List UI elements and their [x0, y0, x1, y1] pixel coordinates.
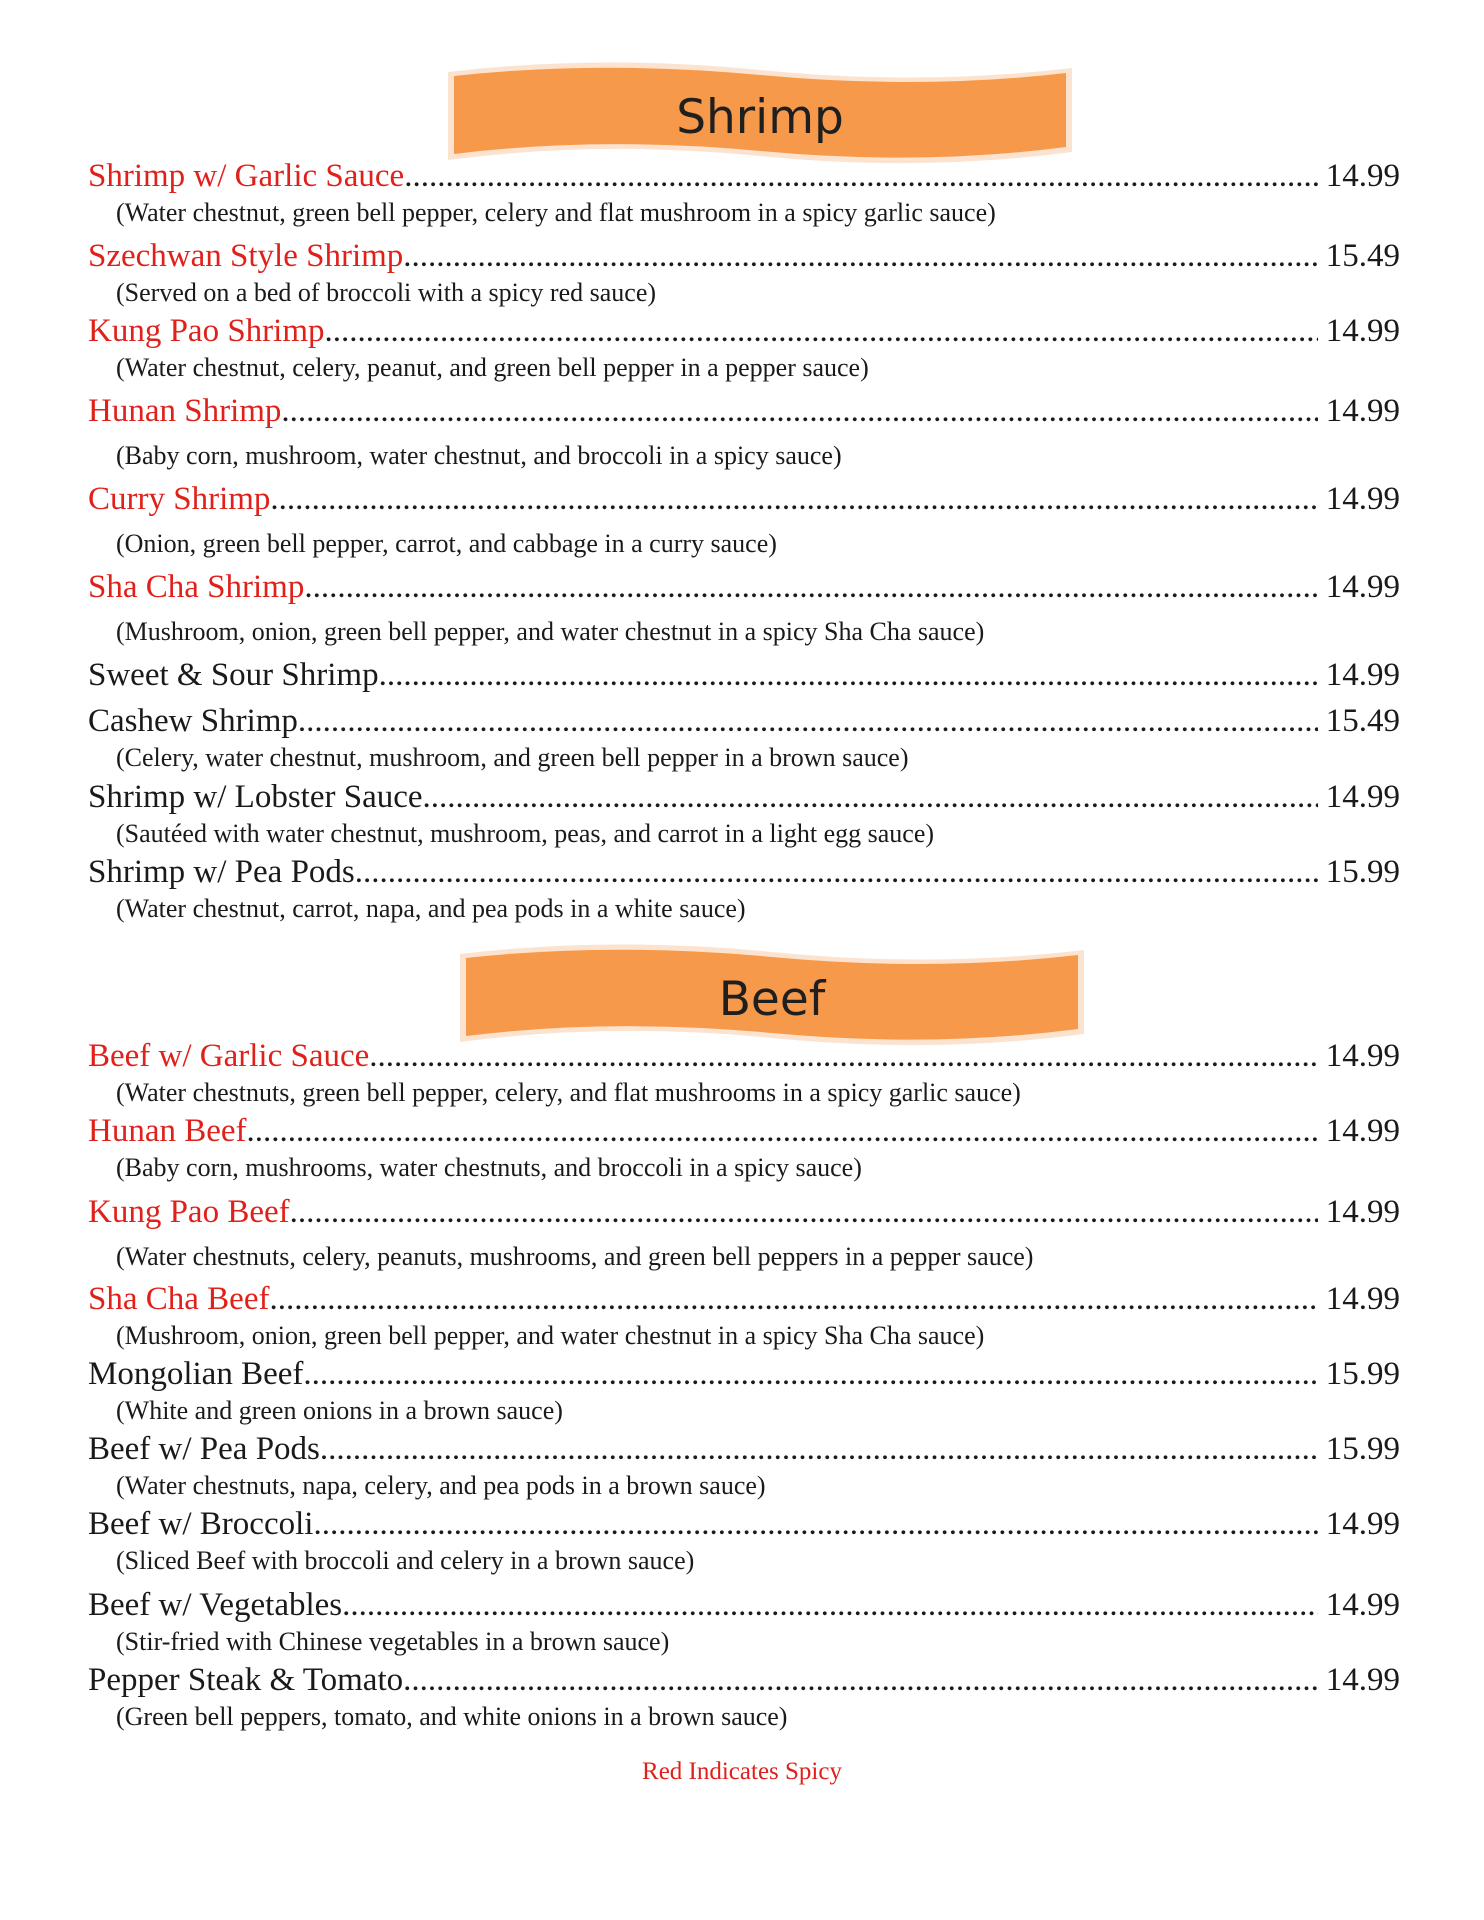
item-price: 15.99: [1325, 1356, 1400, 1392]
item-description: (Stir-fried with Chinese vegetables in a brown sauce): [116, 1627, 670, 1656]
menu-item: [88, 156, 1400, 236]
section-title: Beef: [718, 971, 826, 1027]
item-name: Sweet & Sour Shrimp: [88, 657, 379, 693]
item-description: (Green bell peppers, tomato, and white onions in a brown sauce): [116, 1702, 788, 1731]
leader-dots: [303, 1354, 1317, 1394]
leader-dots: [298, 701, 1318, 741]
leader-dots: [403, 236, 1317, 276]
item-name: Kung Pao Beef: [88, 1194, 290, 1230]
leader-dots: [269, 1279, 1317, 1319]
item-name: Hunan Shrimp: [88, 393, 282, 429]
leader-dots: [355, 852, 1318, 892]
item-price: 14.99: [1325, 313, 1400, 349]
item-description: (Served on a bed of broccoli with a spicy red sauce): [116, 278, 657, 307]
leader-dots: [423, 777, 1318, 817]
item-price: 15.49: [1325, 238, 1400, 274]
leader-dots: [290, 1192, 1318, 1232]
leader-dots: [403, 1660, 1318, 1700]
menu-item: [88, 1354, 1400, 1429]
item-name: Szechwan Style Shrimp: [88, 238, 404, 274]
item-name: Shrimp w/ Lobster Sauce: [88, 779, 423, 815]
item-price: 14.99: [1325, 1506, 1400, 1542]
leader-dots: [281, 391, 1317, 431]
item-name: Beef w/ Garlic Sauce: [88, 1038, 370, 1074]
leader-dots: [247, 1111, 1318, 1151]
item-price: 15.99: [1325, 854, 1400, 890]
leader-dots: [270, 479, 1317, 519]
item-name: Cashew Shrimp: [88, 703, 298, 739]
item-name: Pepper Steak & Tomato: [88, 1662, 404, 1698]
menu-item: [88, 1585, 1400, 1660]
leader-dots: [369, 1036, 1317, 1076]
menu-item: [88, 1660, 1400, 1735]
item-price: 14.99: [1325, 1281, 1400, 1317]
item-price: 14.99: [1325, 481, 1400, 517]
item-price: 14.99: [1325, 1194, 1400, 1230]
item-name: Sha Cha Beef: [88, 1281, 270, 1317]
item-description: (Water chestnuts, napa, celery, and pea pods in a brown sauce): [116, 1471, 766, 1500]
item-description: (Water chestnuts, green bell pepper, celery, and flat mushrooms in a spicy garlic sauce): [116, 1078, 1021, 1107]
item-price: 14.99: [1325, 657, 1400, 693]
item-price: 14.99: [1325, 1113, 1400, 1149]
menu-item: [88, 479, 1400, 567]
menu-item: [88, 567, 1400, 655]
item-description: (Water chestnuts, celery, peanuts, mushrooms, and green bell peppers in a pepper sauce): [116, 1242, 1034, 1271]
item-price: 14.99: [1325, 779, 1400, 815]
item-name: Beef w/ Broccoli: [88, 1506, 314, 1542]
menu-item: [88, 1279, 1400, 1354]
item-name: Kung Pao Shrimp: [88, 313, 325, 349]
item-description: (Onion, green bell pepper, carrot, and cabbage in a curry sauce): [116, 529, 777, 558]
item-description: (White and green onions in a brown sauce): [116, 1396, 563, 1425]
leader-dots: [313, 1504, 1317, 1544]
item-description: (Sautéed with water chestnut, mushroom, peas, and carrot in a light egg sauce): [116, 819, 935, 848]
item-price: 14.99: [1325, 1662, 1400, 1698]
item-name: Curry Shrimp: [88, 481, 271, 517]
leader-dots: [379, 655, 1318, 695]
item-name: Shrimp w/ Pea Pods: [88, 854, 355, 890]
item-description: (Sliced Beef with broccoli and celery in a brown sauce): [116, 1546, 695, 1575]
item-price: 14.99: [1325, 158, 1400, 194]
menu-item: [88, 701, 1400, 777]
menu-item: [88, 1111, 1400, 1192]
item-name: Hunan Beef: [88, 1113, 247, 1149]
menu-item: [88, 655, 1400, 701]
item-description: (Water chestnut, celery, peanut, and green bell pepper in a pepper sauce): [116, 353, 869, 382]
menu-item: [88, 852, 1400, 927]
menu-item: [88, 391, 1400, 479]
item-price: 15.49: [1325, 703, 1400, 739]
item-price: 14.99: [1325, 393, 1400, 429]
leader-dots: [404, 156, 1318, 196]
item-description: (Water chestnut, carrot, napa, and pea pods in a white sauce): [116, 894, 746, 923]
item-name: Beef w/ Pea Pods: [88, 1431, 320, 1467]
item-name: Mongolian Beef: [88, 1356, 304, 1392]
item-price: 14.99: [1325, 1038, 1400, 1074]
item-price: 14.99: [1325, 1587, 1400, 1623]
section-banner-shrimp: [440, 60, 1080, 170]
item-price: 14.99: [1325, 569, 1400, 605]
menu-item: [88, 236, 1400, 311]
menu-item: [88, 1036, 1400, 1111]
section-shrimp: [88, 156, 1400, 927]
item-description: (Mushroom, onion, green bell pepper, and water chestnut in a spicy Sha Cha sauce): [116, 617, 985, 646]
item-name: Shrimp w/ Garlic Sauce: [88, 158, 405, 194]
menu-item: [88, 1192, 1400, 1279]
menu-item: [88, 1504, 1400, 1585]
menu-item: [88, 311, 1400, 391]
item-description: (Celery, water chestnut, mushroom, and green bell pepper in a brown sauce): [116, 743, 909, 772]
section-beef: [88, 1036, 1400, 1735]
item-description: (Mushroom, onion, green bell pepper, and water chestnut in a spicy Sha Cha sauce): [116, 1321, 985, 1350]
item-name: Sha Cha Shrimp: [88, 569, 305, 605]
item-price: 15.99: [1325, 1431, 1400, 1467]
menu-item: [88, 777, 1400, 852]
item-description: (Baby corn, mushrooms, water chestnuts, and broccoli in a spicy sauce): [116, 1153, 862, 1182]
section-title: Shrimp: [676, 89, 844, 145]
spicy-legend-note: Red Indicates Spicy: [642, 1758, 842, 1785]
leader-dots: [342, 1585, 1318, 1625]
item-name: Beef w/ Vegetables: [88, 1587, 343, 1623]
leader-dots: [320, 1429, 1318, 1469]
leader-dots: [325, 311, 1318, 351]
item-description: (Water chestnut, green bell pepper, celery and flat mushroom in a spicy garlic sauce): [116, 198, 996, 227]
menu-item: [88, 1429, 1400, 1504]
item-description: (Baby corn, mushroom, water chestnut, and broccoli in a spicy sauce): [116, 441, 842, 470]
leader-dots: [304, 567, 1317, 607]
